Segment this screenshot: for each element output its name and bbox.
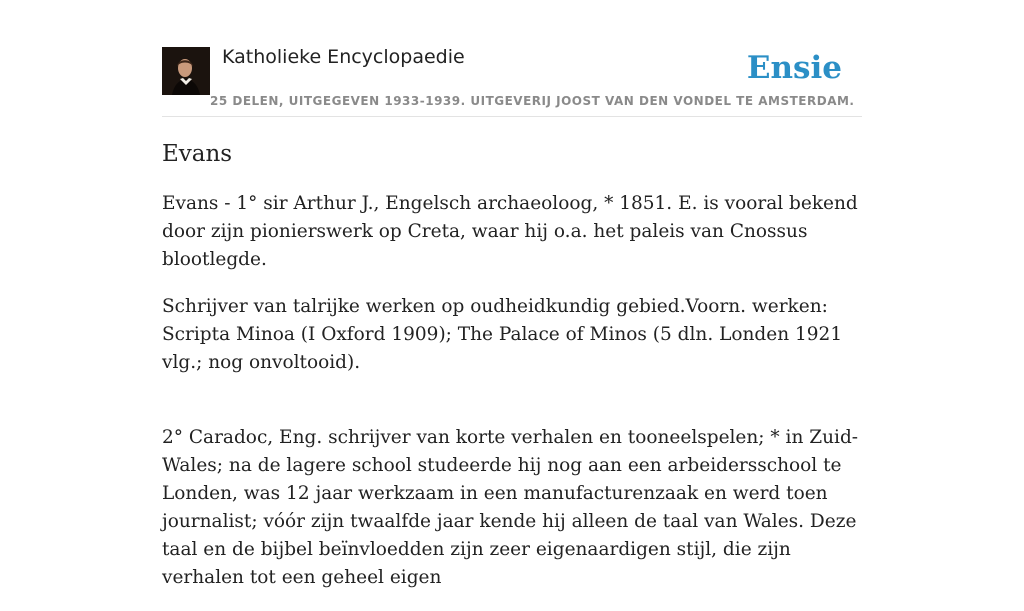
page-title: Evans (162, 141, 233, 167)
site-subtitle: 25 DELEN, UITGEGEVEN 1933-1939. UITGEVERIJ JOOST VAN DEN VONDEL TE AMSTERDAM. (210, 94, 855, 108)
portrait-icon (162, 47, 210, 95)
article-paragraph: Schrijver van talrijke werken op oudheidkundig gebied.Voorn. werken: Scripta Minoa (I Oxford 1909); The Palace of Minos (5 dln. Londen 1921 vlg.; nog onvoltooid). (162, 296, 843, 373)
site-title[interactable]: Katholieke Encyclopaedie (222, 46, 465, 68)
portrait-avatar[interactable] (162, 47, 210, 95)
paragraph-spacer (162, 396, 862, 424)
ensie-logo[interactable]: Ensie (746, 50, 842, 86)
article-paragraph: Evans - 1° sir Arthur J., Engelsch archaeoloog, * 1851. E. is vooral bekend door zijn pionierswerk op Creta, waar hij o.a. het paleis van Cnossus blootlegde. (162, 193, 858, 270)
article (162, 138, 862, 611)
article-paragraph: 2° Caradoc, Eng. schrijver van korte verhalen en tooneelspelen; * in Zuid-Wales; na de lagere school studeerde hij nog aan een arbeidersschool te Londen, was 12 jaar werkzaam in een manufacturenzaak en werd toen journalist; vóór zijn twaalfde jaar kende hij alleen de taal van Wales. Deze taal en de bijbel beïnvloedden zijn zeer eigenaardigen stijl, die zijn verhalen tot een geheel eigen (162, 427, 859, 588)
site-header (162, 44, 862, 117)
